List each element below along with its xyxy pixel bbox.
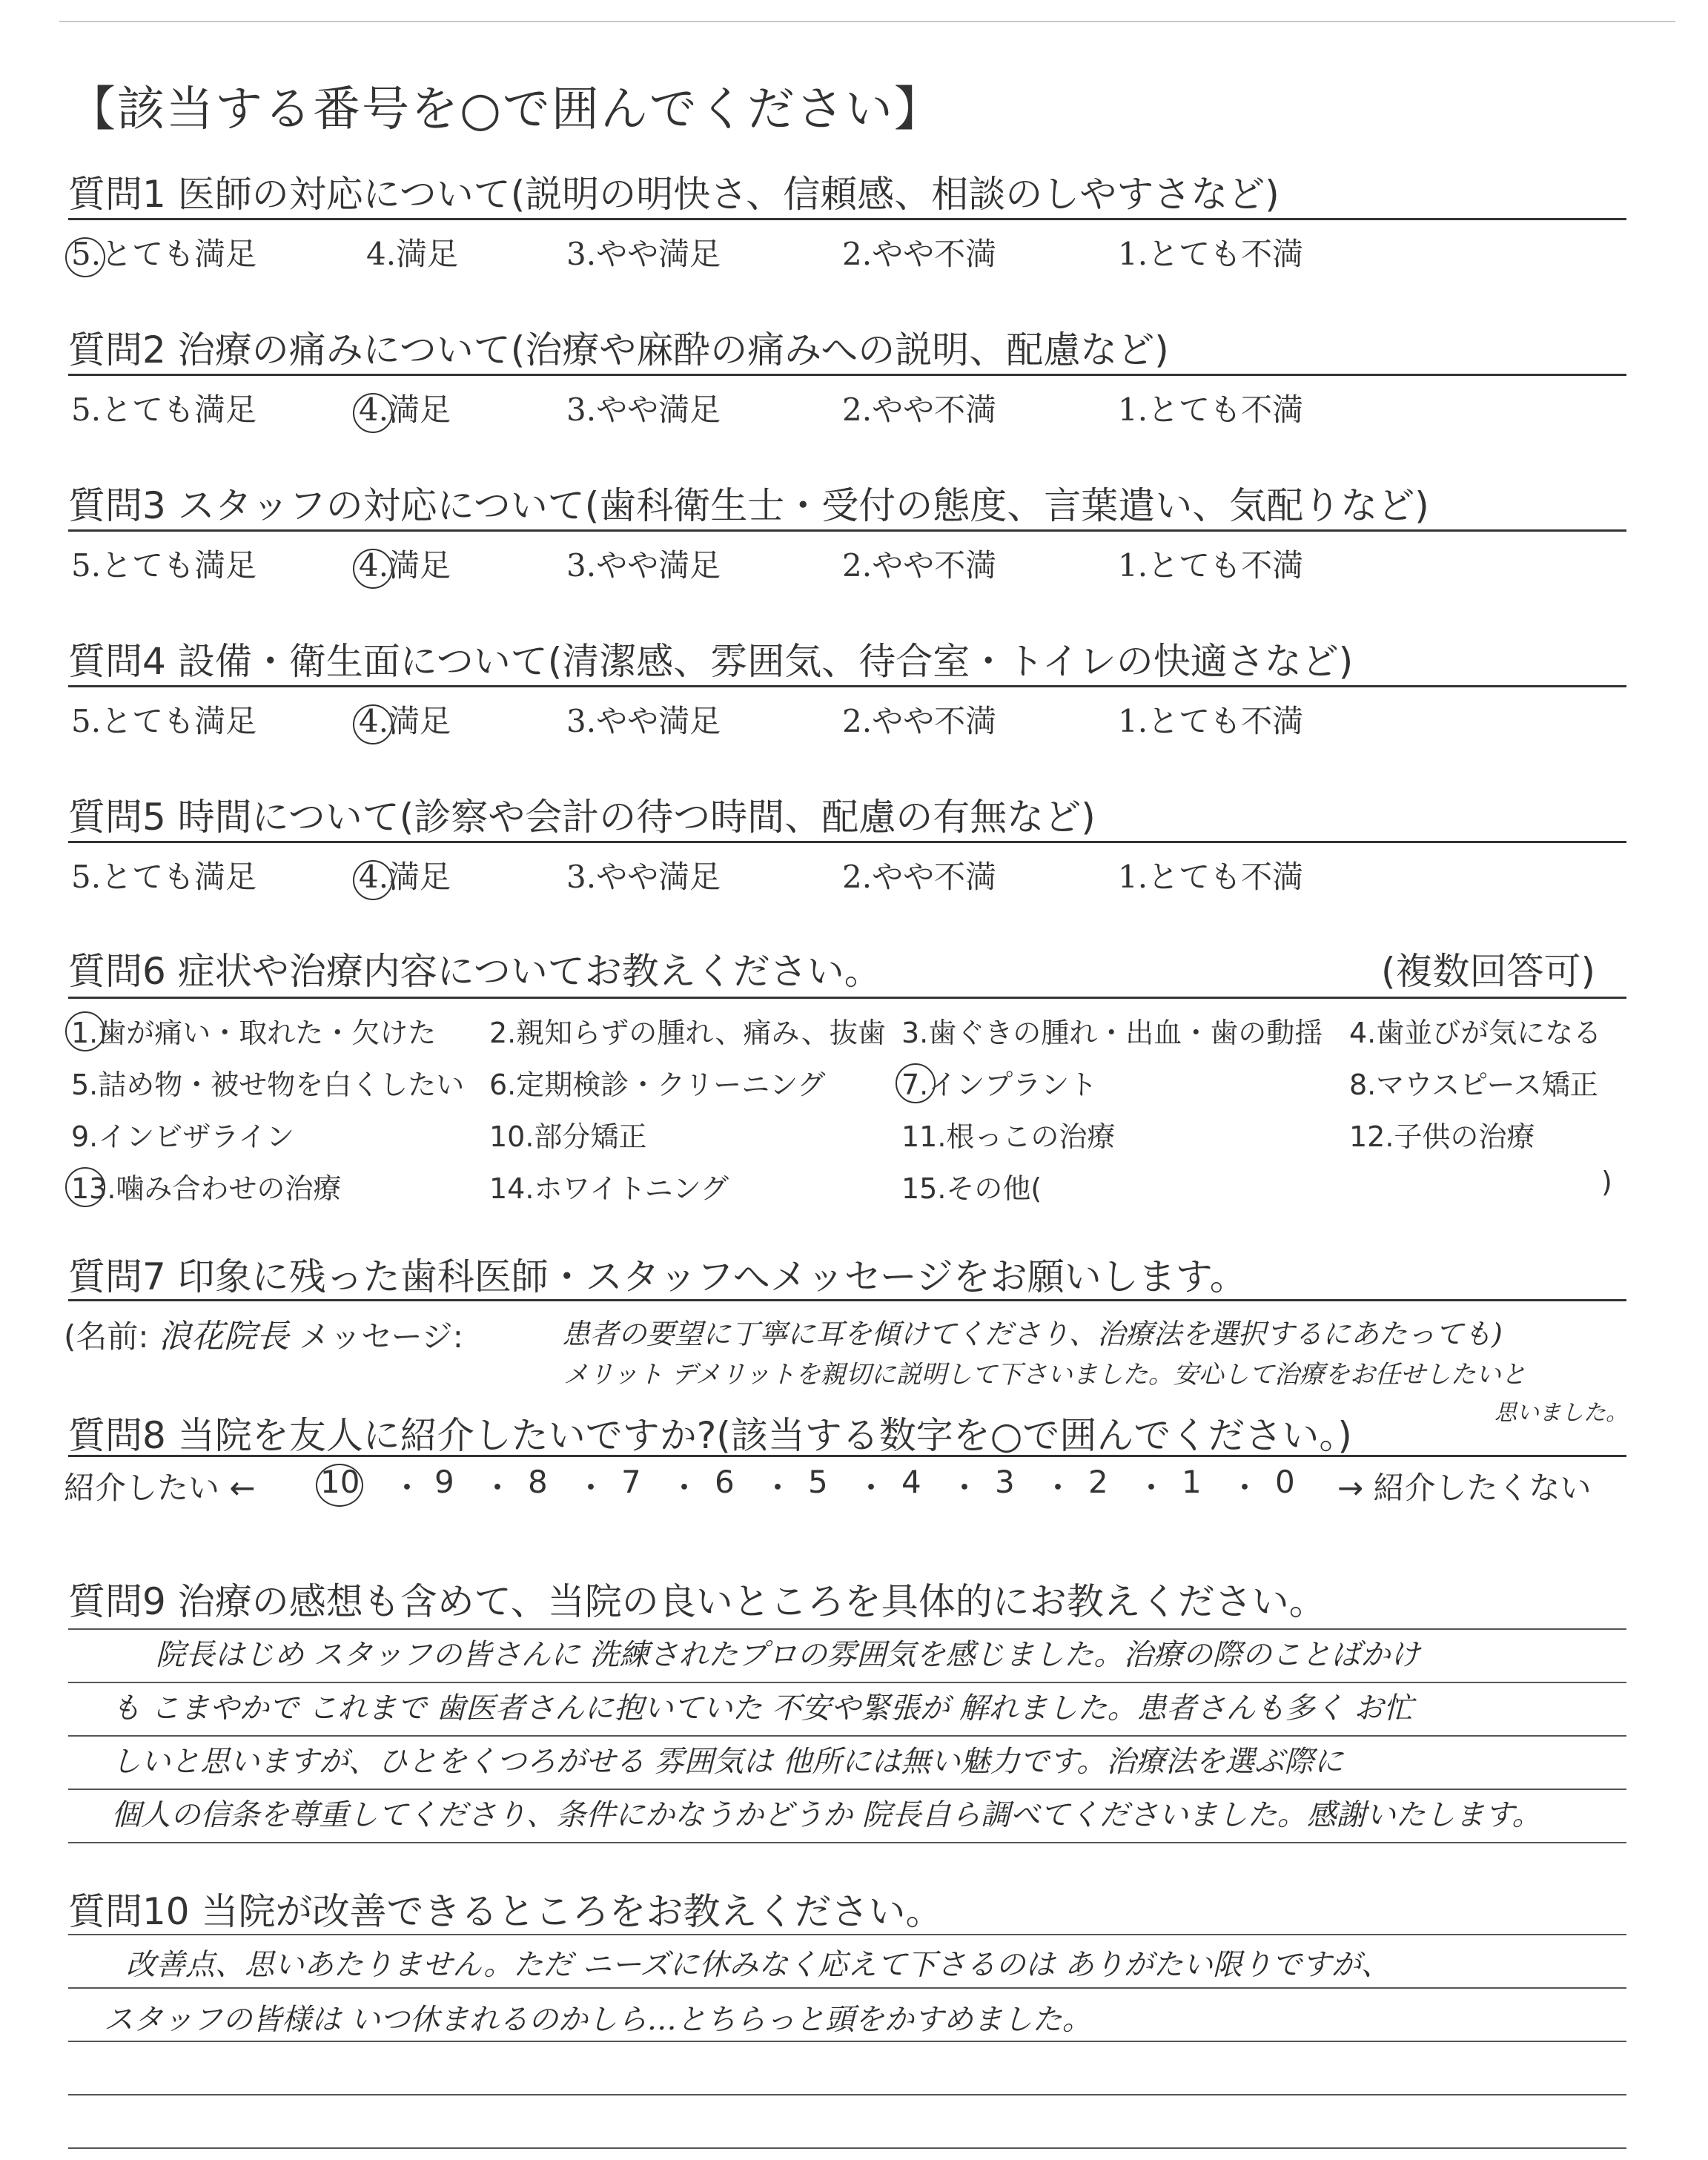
q10-line-3 bbox=[68, 2094, 1626, 2095]
q8-sep-10: ・ bbox=[1229, 1470, 1261, 1506]
q10-line-4 bbox=[68, 2147, 1626, 2149]
q3-option-1[interactable]: 1.とても不満 bbox=[1118, 547, 1304, 584]
q9-line-4 bbox=[68, 1842, 1626, 1843]
q8-score-4[interactable]: 4 bbox=[901, 1464, 921, 1500]
q8-right-label: → 紹介したくない bbox=[1337, 1470, 1592, 1506]
q4-option-5[interactable]: 5.とても満足 bbox=[71, 703, 257, 739]
q4-option-1[interactable]: 1.とても不満 bbox=[1118, 703, 1304, 739]
q1-option-2[interactable]: 2.やや不満 bbox=[842, 236, 997, 272]
q1-option-5-selected[interactable]: 5.とても満足 bbox=[71, 236, 257, 272]
q6-item-7-selected[interactable]: 7.インプラント bbox=[901, 1062, 1097, 1103]
q8-sep-6: ・ bbox=[855, 1470, 887, 1506]
q1-option-4[interactable]: 4.満足 bbox=[366, 236, 459, 272]
q3-option-2[interactable]: 2.やや不満 bbox=[842, 547, 997, 584]
q10-line-2 bbox=[68, 2041, 1626, 2042]
q5-option-5[interactable]: 5.とても満足 bbox=[71, 859, 257, 895]
q6-item-11[interactable]: 11.根っこの治療 bbox=[901, 1120, 1116, 1153]
q8-sep-5: ・ bbox=[762, 1470, 794, 1506]
q1-option-3[interactable]: 3.やや満足 bbox=[566, 236, 721, 272]
q8-sep-9: ・ bbox=[1136, 1470, 1168, 1506]
q8-score-3[interactable]: 3 bbox=[995, 1464, 1015, 1500]
q6-item-2[interactable]: 2.親知らずの腫れ、痛み、抜歯 bbox=[489, 1017, 886, 1049]
q8-score-6[interactable]: 6 bbox=[715, 1464, 735, 1500]
q9-line-3 bbox=[68, 1789, 1626, 1790]
question-3-options bbox=[0, 541, 1708, 586]
q7-message-line-1[interactable]: 患者の要望に丁寧に耳を傾けてくださり、治療法を選択するにあたっても) bbox=[562, 1318, 1503, 1350]
question-9-label: 質問9 治療の感想も含めて、当院の良いところを具体的にお教えください。 bbox=[68, 1580, 1326, 1623]
q7-message-line-3[interactable]: 思いました。 bbox=[1494, 1400, 1628, 1426]
q9-answer-line-3[interactable]: しいと思いますが、ひとをくつろがせる 雰囲気は 他所には無い魅力です。治療法を選ぶ際に bbox=[111, 1745, 1344, 1779]
question-8-label: 質問8 当院を友人に紹介したいですか?(該当する数字を○で囲んでください。) bbox=[68, 1414, 1352, 1457]
top-border bbox=[59, 21, 1675, 22]
question-7-label: 質問7 印象に残った歯科医師・スタッフへメッセージをお願いします。 bbox=[68, 1255, 1247, 1298]
q8-sep-7: ・ bbox=[949, 1470, 981, 1506]
question-1-options bbox=[0, 230, 1708, 274]
q6-item-4[interactable]: 4.歯並びが気になる bbox=[1349, 1017, 1602, 1049]
q7-message-prefix: メッセージ: bbox=[299, 1318, 463, 1355]
q2-option-3[interactable]: 3.やや満足 bbox=[566, 392, 721, 428]
q6-item-9[interactable]: 9.インビザライン bbox=[71, 1120, 295, 1153]
question-8-rule bbox=[68, 1455, 1626, 1457]
question-4-options bbox=[0, 697, 1708, 742]
q8-score-0[interactable]: 0 bbox=[1275, 1464, 1295, 1500]
q8-sep-1: ・ bbox=[391, 1470, 423, 1506]
q9-line-0 bbox=[68, 1628, 1626, 1630]
q10-line-1 bbox=[68, 1987, 1626, 1989]
q8-score-1[interactable]: 1 bbox=[1182, 1464, 1202, 1500]
q9-line-2 bbox=[68, 1735, 1626, 1737]
q1-option-1[interactable]: 1.とても不満 bbox=[1118, 236, 1304, 272]
q5-option-3[interactable]: 3.やや満足 bbox=[566, 859, 721, 895]
q10-answer-line-1[interactable]: 改善点、思いあたりません。ただ ニーズに休みなく応えて下さるのは ありがたい限りですが、 bbox=[126, 1948, 1391, 1982]
q6-multiple-note: (複数回答可) bbox=[1380, 950, 1595, 993]
q8-score-9[interactable]: 9 bbox=[434, 1464, 454, 1500]
q3-option-4-selected[interactable]: 4.満足 bbox=[359, 547, 451, 584]
q3-option-3[interactable]: 3.やや満足 bbox=[566, 547, 721, 584]
q2-option-5[interactable]: 5.とても満足 bbox=[71, 392, 257, 428]
question-5-rule bbox=[68, 841, 1626, 843]
q10-line-0 bbox=[68, 1934, 1626, 1935]
question-7-rule bbox=[68, 1299, 1626, 1301]
page-title: 【該当する番号を○で囲んでください】 bbox=[68, 82, 943, 137]
q5-option-4-selected[interactable]: 4.満足 bbox=[359, 859, 451, 895]
q6-item-15[interactable]: 15.その他( bbox=[901, 1172, 1042, 1205]
q8-sep-2: ・ bbox=[482, 1470, 514, 1506]
question-2-options bbox=[0, 386, 1708, 430]
question-3-label: 質問3 スタッフの対応について(歯科衛生士・受付の態度、言葉遣い、気配りなど) bbox=[68, 484, 1429, 527]
q9-answer-line-2[interactable]: も こまやかで これまで 歯医者さんに抱いていた 不安や緊張が 解れました。患者さんも多く お忙 bbox=[111, 1691, 1414, 1725]
q6-item-13-selected[interactable]: 13.噛み合わせの治療 bbox=[71, 1166, 341, 1206]
question-1-rule bbox=[68, 218, 1626, 220]
q4-option-3[interactable]: 3.やや満足 bbox=[566, 703, 721, 739]
q6-item-3[interactable]: 3.歯ぐきの腫れ・出血・歯の動揺 bbox=[901, 1017, 1323, 1049]
q3-option-5[interactable]: 5.とても満足 bbox=[71, 547, 257, 584]
question-1-label: 質問1 医師の対応について(説明の明快さ、信頼感、相談のしやすさなど) bbox=[68, 173, 1280, 216]
q6-item-10[interactable]: 10.部分矯正 bbox=[489, 1120, 647, 1153]
q8-score-8[interactable]: 8 bbox=[528, 1464, 548, 1500]
q10-answer-line-2[interactable]: スタッフの皆様は いつ休まれるのかしら…とちらっと頭をかすめました。 bbox=[104, 2003, 1092, 2037]
question-4-rule bbox=[68, 685, 1626, 687]
q8-score-10-selected[interactable]: 10 bbox=[320, 1464, 360, 1500]
q9-line-1 bbox=[68, 1682, 1626, 1683]
q5-option-1[interactable]: 1.とても不満 bbox=[1118, 859, 1304, 895]
question-6-rule bbox=[68, 997, 1626, 999]
q6-item-15-close: ) bbox=[1601, 1166, 1612, 1198]
q9-answer-line-4[interactable]: 個人の信条を尊重してくださり、条件にかなうかどうか 院長自ら調べてくださいました。感謝いたします。 bbox=[111, 1798, 1542, 1832]
question-5-label: 質問5 時間について(診察や会計の待つ時間、配慮の有無など) bbox=[68, 796, 1096, 839]
q8-score-5[interactable]: 5 bbox=[808, 1464, 828, 1500]
q9-answer-line-1[interactable]: 院長はじめ スタッフの皆さんに 洗練されたプロの雰囲気を感じました。治療の際のことばかけ bbox=[156, 1638, 1420, 1672]
q8-score-7[interactable]: 7 bbox=[621, 1464, 641, 1500]
q6-item-1-selected[interactable]: 1.歯が痛い・取れた・欠けた bbox=[71, 1010, 436, 1051]
q8-sep-8: ・ bbox=[1042, 1470, 1074, 1506]
q2-option-4-selected[interactable]: 4.満足 bbox=[359, 392, 451, 428]
q4-option-2[interactable]: 2.やや不満 bbox=[842, 703, 997, 739]
q7-name-prefix: (名前: bbox=[64, 1318, 149, 1355]
q6-item-5[interactable]: 5.詰め物・被せ物を白くしたい bbox=[71, 1069, 465, 1101]
question-10-label: 質問10 当院が改善できるところをお教えください。 bbox=[68, 1890, 943, 1933]
q8-sep-3: ・ bbox=[575, 1470, 607, 1506]
question-2-label: 質問2 治療の痛みについて(治療や麻酔の痛みへの説明、配慮など) bbox=[68, 328, 1169, 371]
q6-item-14[interactable]: 14.ホワイトニング bbox=[489, 1172, 729, 1205]
q6-item-8[interactable]: 8.マウスピース矯正 bbox=[1349, 1069, 1598, 1101]
q6-item-6[interactable]: 6.定期検診・クリーニング bbox=[489, 1069, 826, 1101]
q7-name-value[interactable]: 浪花院長 bbox=[158, 1318, 289, 1355]
question-2-rule bbox=[68, 374, 1626, 376]
q8-score-2[interactable]: 2 bbox=[1088, 1464, 1108, 1500]
q4-option-4-selected[interactable]: 4.満足 bbox=[359, 703, 451, 739]
q6-label-text: 質問6 症状や治療内容についてお教えください。 bbox=[68, 950, 881, 993]
q2-option-1[interactable]: 1.とても不満 bbox=[1118, 392, 1304, 428]
q5-option-2[interactable]: 2.やや不満 bbox=[842, 859, 997, 895]
question-3-rule bbox=[68, 529, 1626, 532]
q6-item-12[interactable]: 12.子供の治療 bbox=[1349, 1120, 1535, 1153]
q7-message-line-2[interactable]: メリット デメリットを親切に説明して下さいました。安心して治療をお任せしたいと bbox=[563, 1360, 1526, 1390]
question-6-label bbox=[68, 942, 1625, 995]
question-4-label: 質問4 設備・衛生面について(清潔感、雰囲気、待合室・トイレの快適さなど) bbox=[68, 640, 1354, 683]
q8-sep-4: ・ bbox=[669, 1470, 701, 1506]
q7-name-row bbox=[64, 1309, 463, 1357]
question-5-options bbox=[0, 853, 1708, 897]
q8-left-label: 紹介したい ← bbox=[64, 1470, 256, 1506]
q8-scale bbox=[0, 1464, 1708, 1508]
q2-option-2[interactable]: 2.やや不満 bbox=[842, 392, 997, 428]
